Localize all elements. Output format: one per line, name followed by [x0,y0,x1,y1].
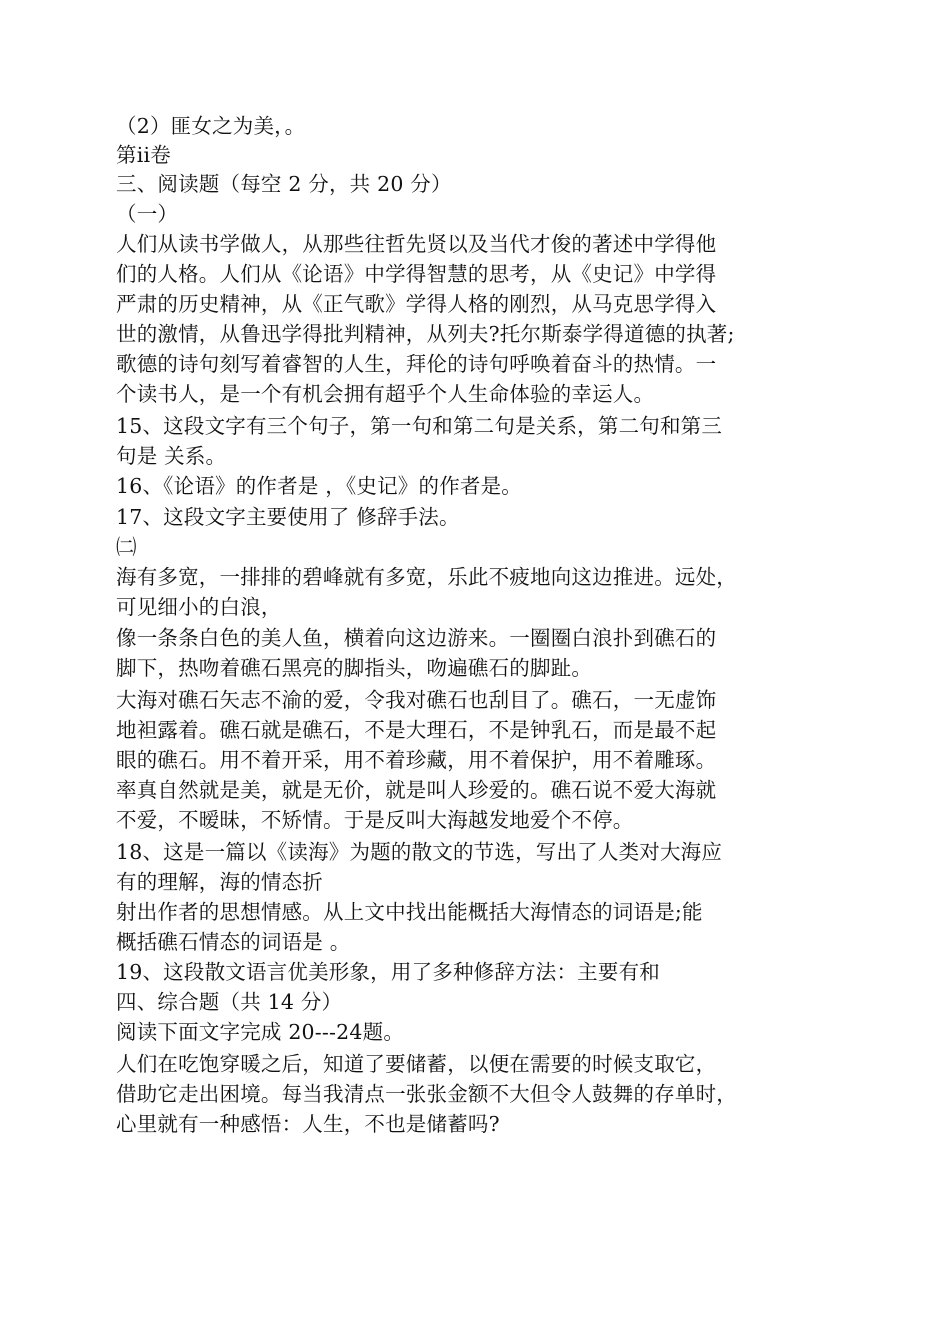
text-line: 阅读下面文字完成 20---24题。 [116,1020,405,1044]
section-heading: 三、阅读题（每空 2 分，共 20 分） [116,172,452,196]
text-line: （2）匪女之为美，。 [116,114,306,138]
question-line: 15、这段文字有三个句子，第一句和第二句是关系，第二句和第三 [116,414,723,438]
text-line: 眼的礁石。用不着开采，用不着珍藏，用不着保护，用不着雕琢。 [116,748,717,772]
question-line: 射出作者的思想情感。从上文中找出能概括大海情态的词语是;能 [116,900,703,924]
text-line: 心里就有一种感悟：人生，不也是储蓄吗? [116,1112,500,1136]
text-line: 们的人格。人们从《论语》中学得智慧的思考，从《史记》中学得 [116,262,717,286]
text-line: 不爱，不暧昧，不矫情。于是反叫大海越发地爱个不停。 [116,808,634,832]
text-line: 世的激情，从鲁迅学得批判精神，从列夫?托尔斯泰学得道德的执著; [116,322,735,346]
question-line: 18、这是一篇以《读海》为题的散文的节选，写出了人类对大海应 [116,840,723,864]
subsection-heading: （一） [116,202,179,226]
text-line: 脚下，热吻着礁石黑亮的脚指头，吻遍礁石的脚趾。 [116,656,593,680]
text-line: 大海对礁石矢志不渝的爱，令我对礁石也刮目了。礁石，一无虚饰 [116,688,717,712]
question-line: 17、这段文字主要使用了 修辞手法。 [116,505,460,529]
text-line: 地袒露着。礁石就是礁石，不是大理石，不是钟乳石，而是最不起 [116,718,717,742]
text-line: 像一条条白色的美人鱼，横着向这边游来。一圈圈白浪扑到礁石的 [116,626,717,650]
text-line: 歌德的诗句刻写着睿智的人生，拜伦的诗句呼唤着奋斗的热情。一 [116,352,717,376]
question-line: 句是 关系。 [116,444,227,468]
text-line: 第ⅰi卷 [116,143,171,167]
section-heading: 四、综合题（共 14 分） [116,990,343,1014]
text-line: 人们在吃饱穿暖之后，知道了要储蓄，以便在需要的时候支取它， [116,1052,717,1076]
question-line: 有的理解，海的情态折 [116,870,323,894]
text-line: 人们从读书学做人，从那些往哲先贤以及当代才俊的著述中学得他 [116,232,717,256]
text-line: 可见细小的白浪， [116,595,282,619]
text-line: 率真自然就是美，就是无价，就是叫人珍爱的。礁石说不爱大海就 [116,778,717,802]
subsection-heading: ㈡ [116,535,137,559]
text-line: 严肃的历史精神，从《正气歌》学得人格的刚烈，从马克思学得入 [116,292,717,316]
question-line: 概括礁石情态的词语是 。 [116,930,351,954]
text-line: 借助它走出困境。每当我清点一张张金额不大但令人鼓舞的存单时， [116,1082,737,1106]
question-line: 19、这段散文语言优美形象，用了多种修辞方法：主要有和 [116,960,660,984]
question-line: 16、《论语》的作者是 ，《史记》的作者是。 [116,474,523,498]
text-line: 海有多宽，一排排的碧峰就有多宽，乐此不疲地向这边推进。远处， [116,565,737,589]
text-line: 个读书人，是一个有机会拥有超乎个人生命体验的幸运人。 [116,382,655,406]
